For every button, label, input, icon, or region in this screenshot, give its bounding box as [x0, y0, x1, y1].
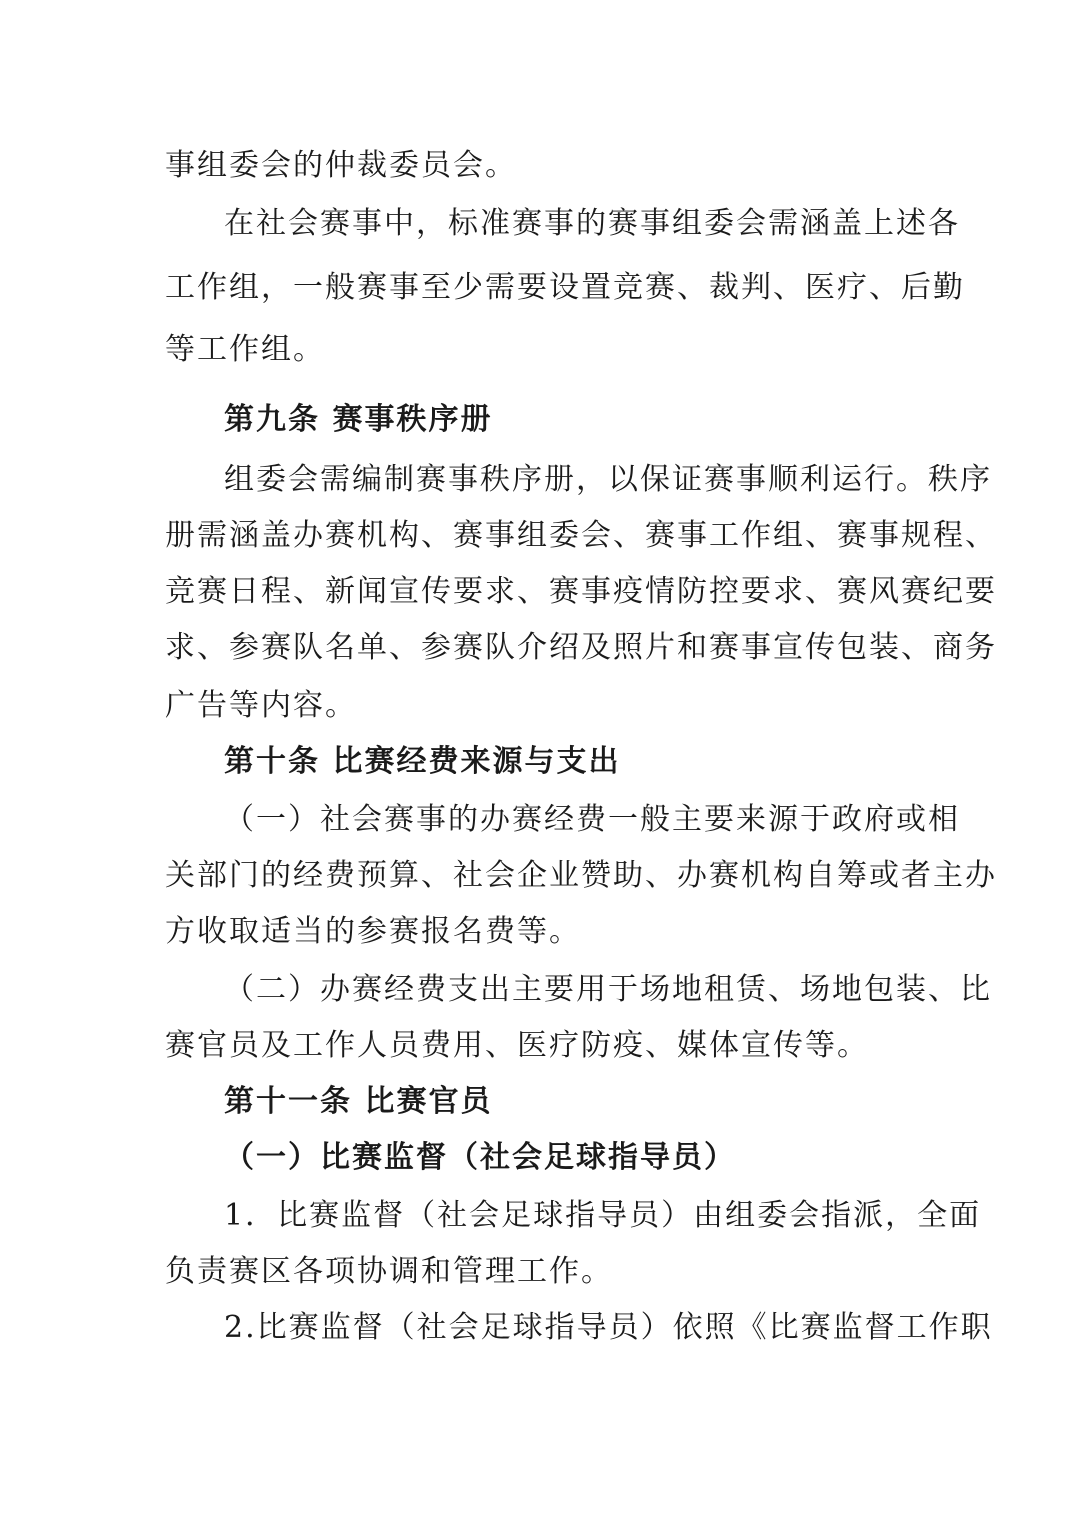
paragraph-line: 方收取适当的参赛报名费等。	[165, 914, 581, 949]
paragraph-line: 求、参赛队名单、参赛队介绍及照片和赛事宣传包装、商务	[165, 630, 997, 665]
paragraph-line: 1．比赛监督（社会足球指导员）由组委会指派，全面	[224, 1198, 982, 1233]
paragraph-line: 竞赛日程、新闻宣传要求、赛事疫情防控要求、赛风赛纪要	[165, 574, 997, 609]
paragraph-line: 广告等内容。	[165, 688, 357, 723]
paragraph-line: 组委会需编制赛事秩序册，以保证赛事顺利运行。秩序	[224, 462, 992, 497]
paragraph-line: （二）办赛经费支出主要用于场地租赁、场地包装、比	[224, 972, 992, 1007]
paragraph-line: 赛官员及工作人员费用、医疗防疫、媒体宣传等。	[165, 1028, 869, 1063]
paragraph-line: 等工作组。	[165, 332, 325, 367]
paragraph-line: 在社会赛事中，标准赛事的赛事组委会需涵盖上述各	[224, 206, 960, 241]
paragraph-line: 关部门的经费预算、社会企业赞助、办赛机构自筹或者主办	[165, 858, 997, 893]
paragraph-line: （一）社会赛事的办赛经费一般主要来源于政府或相	[224, 802, 960, 837]
paragraph-line: 2.比赛监督（社会足球指导员）依照《比赛监督工作职	[224, 1310, 993, 1345]
article-heading: 第九条 赛事秩序册	[224, 402, 493, 437]
article-heading: 第十一条 比赛官员	[224, 1084, 493, 1119]
paragraph-line: 工作组，一般赛事至少需要设置竞赛、裁判、医疗、后勤	[165, 270, 965, 305]
paragraph-line: 册需涵盖办赛机构、赛事组委会、赛事工作组、赛事规程、	[165, 518, 997, 553]
section-heading: （一）比赛监督（社会足球指导员）	[224, 1140, 736, 1175]
paragraph-line: 事组委会的仲裁委员会。	[165, 148, 517, 183]
paragraph-line: 负责赛区各项协调和管理工作。	[165, 1254, 613, 1289]
article-heading: 第十条 比赛经费来源与支出	[224, 744, 621, 779]
